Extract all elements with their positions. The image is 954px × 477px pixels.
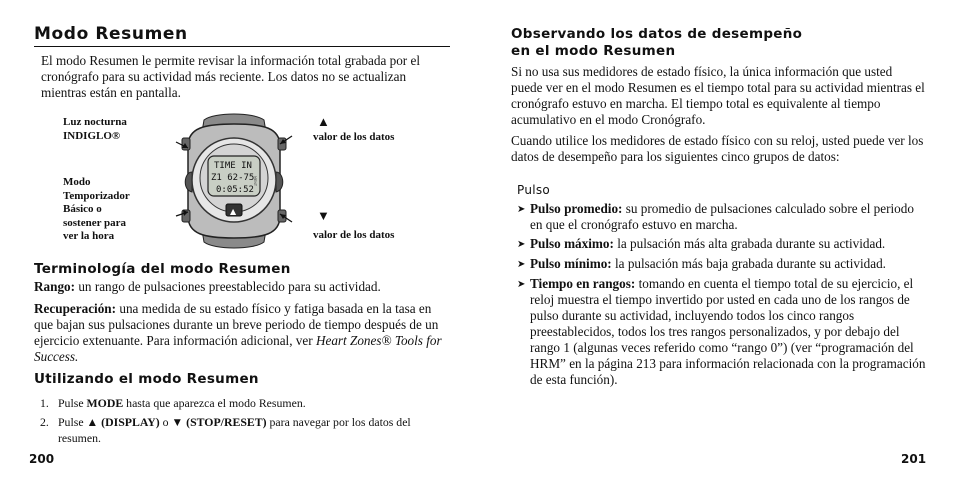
label-mode: Modo Temporizador Básico o sostener para ver la hora bbox=[63, 176, 130, 242]
bullet-arrow-icon: ➤ bbox=[517, 204, 526, 215]
watch-illustration bbox=[174, 112, 294, 250]
steps-list bbox=[40, 395, 450, 449]
up-arrow-icon: ▲ bbox=[317, 114, 330, 129]
right-page bbox=[511, 0, 926, 477]
label-down: valor de los datos bbox=[313, 229, 395, 241]
list-item: ➤ Pulso máximo: la pulsación más alta grabada durante su actividad. bbox=[517, 236, 886, 251]
page-title: Modo Resumen bbox=[34, 24, 450, 47]
step-item: 1. Pulse MODE hasta que aparezca el modo Resumen. bbox=[40, 396, 306, 410]
pulse-heading: Pulso bbox=[517, 183, 551, 197]
display-line-3: 0:05:52 bbox=[216, 185, 254, 195]
terminology-heading: Terminología del modo Resumen bbox=[34, 261, 291, 277]
down-arrow-icon: ▼ bbox=[317, 208, 330, 223]
intro-paragraph: El modo Resumen le permite revisar la información total grabada por el cronógrafo para su actividad más reciente. Los datos no se actualizan mientras están en pantalla. bbox=[41, 53, 421, 100]
bullet-arrow-icon: ➤ bbox=[517, 259, 526, 270]
display-line-2: Z1 62-75 bbox=[211, 173, 255, 183]
display-side-text: MENT bbox=[253, 176, 257, 186]
paragraph-2: Cuando utilice los medidores de estado físico con su reloj, usted puede ver los datos de desempeño para los siguientes cinco grupos de datos: bbox=[511, 133, 924, 164]
section-heading: Observando los datos de desempeño en el modo Resumen bbox=[511, 26, 803, 59]
up-arrow-icon: ▲ bbox=[86, 415, 99, 429]
list-item: ➤ Pulso mínimo: la pulsación más baja grabada durante su actividad. bbox=[517, 256, 886, 271]
bullet-list bbox=[517, 201, 929, 391]
page-number-left: 200 bbox=[29, 452, 55, 466]
paragraph-1: Si no usa sus medidores de estado físico, la única información que usted puede ver en el modo Resumen es el tiempo total para su actividad mientras el cronógrafo estuvo en marcha. El tiempo total es equivalente al tiempo acumulativo en el modo Cronógrafo. bbox=[511, 64, 925, 127]
watch-center-button-icon: ▲ bbox=[230, 207, 237, 216]
bullet-arrow-icon: ➤ bbox=[517, 279, 526, 290]
using-heading: Utilizando el modo Resumen bbox=[34, 371, 259, 387]
term-recuperacion: Recuperación: una medida de su estado físico y fatiga basada en la tasa en que bajan sus pulsaciones durante un breve periodo de tiempo después de un ejercicio extenuante. Para información adicional, ver Heart Zones® Tools for Success. bbox=[34, 301, 442, 364]
display-line-1: TIME IN bbox=[214, 161, 252, 171]
left-page bbox=[29, 0, 450, 477]
label-up: valor de los datos bbox=[313, 131, 395, 143]
term-rango: Rango: un rango de pulsaciones preestablecido para su actividad. bbox=[34, 279, 381, 294]
list-item: ➤ Pulso promedio: su promedio de pulsaciones calculado sobre el periodo en que el cronógrafo estuvo en marcha. bbox=[517, 201, 914, 232]
down-arrow-icon: ▼ bbox=[171, 415, 184, 429]
page-number-right: 201 bbox=[901, 452, 927, 466]
indiglo-button-shape bbox=[182, 138, 190, 150]
step-item: 2. Pulse ▲ (DISPLAY) o ▼ (STOP/RESET) para navegar por los datos del resumen. bbox=[40, 415, 411, 445]
list-item: ➤ Tiempo en rangos: tomando en cuenta el tiempo total de su ejercicio, el reloj muestra el tiempo invertido por usted en cada uno de los rangos de pulso durante su actividad, incluyendo todos los cinco rangos preestablecidos, todos los tres rangos personalizados, y por debajo del rango 1 (algunas veces referido como “rango 0”) (ver “programación del HRM” en la página 213 para información relacionada con la programación de esta función). bbox=[517, 276, 926, 387]
label-indiglo: Luz nocturna INDIGLO® bbox=[63, 116, 127, 142]
bullet-arrow-icon: ➤ bbox=[517, 239, 526, 250]
